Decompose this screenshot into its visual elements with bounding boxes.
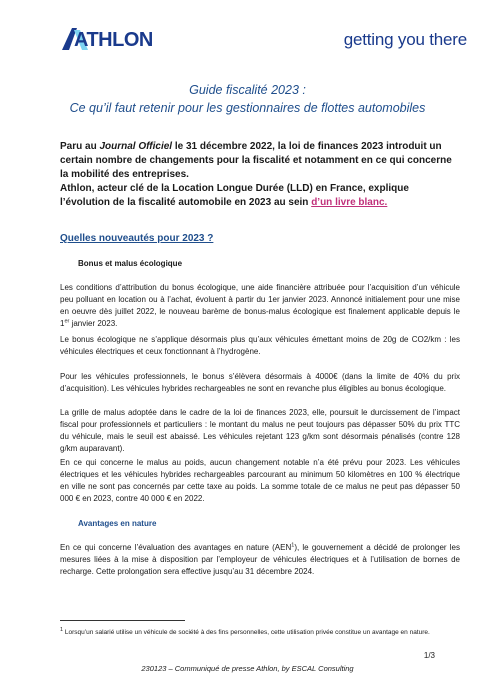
subheading-bonus-malus: Bonus et malus écologique <box>78 259 183 268</box>
footnote-text: Lorsqu’un salarié utilise un véhicule de société à des fins personnelles, cette utilisation privée constitue un avantage en nature. <box>63 629 430 636</box>
journal-officiel-text: Journal Officiel <box>99 141 173 152</box>
document-subtitle: Ce qu’il faut retenir pour les gestionnaires de flottes automobiles <box>69 101 426 115</box>
page-footer: 230123 – Communiqué de presse Athlon, by ESCAL Consulting <box>141 664 354 673</box>
paragraph-text: janvier 2023. <box>69 319 118 328</box>
avantages-paragraph <box>60 542 460 578</box>
lead-text: Paru au <box>60 141 100 152</box>
section-heading: Quelles nouveautés pour 2023 ? <box>60 233 214 244</box>
logo-text: ATHLON <box>74 29 153 51</box>
lead-paragraph-2 <box>60 182 455 210</box>
page-number: 1/3 <box>423 651 435 660</box>
bonus-paragraph-2: Le bonus écologique ne s’applique désormais plus qu’aux véhicules émettant moins de 20g de CO2/km : les véhicules électriques et ceux fonctionnant à l’hydrogène. <box>60 335 460 356</box>
malus-paragraph-2: En ce qui concerne le malus au poids, aucun changement notable n’a été prévu pour 2023. Les véhicules électriques et les véhicules hybrides rechargeables parcourant au minimum 50 kilomètres en 100 % électrique en ville ne sont pas concernés par cette taxe au poids. La somme totale de ce malus ne peut pas dépasser 50 000 € en 2023, contre 40 000 € en 2022. <box>60 458 460 503</box>
livre-blanc-link[interactable]: d’un livre blanc. <box>311 197 388 208</box>
tagline: getting you there <box>343 30 467 49</box>
subheading-avantages: Avantages en nature <box>78 519 157 528</box>
malus-paragraph-1: La grille de malus adoptée dans le cadre de la loi de finances 2023, elle, poursuit le durcissement de l’impact fiscal pour professionnels et particuliers : le montant du malus ne peut toujours pas dépasser 50% du prix TTC du véhicule, mais le seuil est abaissé. Les véhicules rejetant 123 g/km sont désormais pénalisés (contre 128 g/km auparavant). <box>60 408 460 453</box>
paragraph-text: Les conditions d’attribution du bonus écologique, une aide financière attribuée pour l’acquisition d’un véhicule peu polluant en location ou à l’achat, évoluent à partir du 1er janvier 2023. Annoncé initialement pour une mise en oeuvre dès juillet 2022, le nouveau barème de bonus-malus écologique est finalement applicable depuis le 1 <box>60 283 460 328</box>
paragraph-text: En ce qui concerne l’évaluation des avantages en nature (AEN <box>60 543 292 552</box>
bonus-paragraph-1 <box>60 282 460 330</box>
lead-text: le 31 décembre 2022, la loi de finances 2023 introduit un certain nombre de changements pour la fiscalité et notamment en ce qui concerne la mobilité des entreprises. <box>60 141 452 180</box>
lead-text: Athlon, acteur clé de la Location Longue Durée (LLD) en France, explique l’évolution de la fiscalité automobile en 2023 au sein <box>60 183 409 208</box>
bonus-paragraph-3: Pour les véhicules professionnels, le bonus s’élèvera désormais à 4000€ (dans la limite de 40% du prix d’acquisition). Les véhicules hybrides rechargeables ne sont en revanche plus éligibles au bonus écologique. <box>60 372 460 393</box>
paragraph-text: ), le gouvernement a décidé de prolonger les mesures liées à la mise à disposition par l’employeur de véhicules électriques et à l’utilisation de bornes de recharge. Cette prolongation sera effective jusqu’au 31 décembre 2024. <box>60 543 460 576</box>
footnote <box>60 628 460 638</box>
footnote-reference: 1 <box>291 542 295 549</box>
lead-paragraph-1 <box>60 140 455 182</box>
superscript: er <box>64 318 70 325</box>
footnote-divider <box>60 620 185 621</box>
document-title: Guide fiscalité 2023 : <box>189 83 306 97</box>
footnote-mark: 1 <box>60 626 64 633</box>
